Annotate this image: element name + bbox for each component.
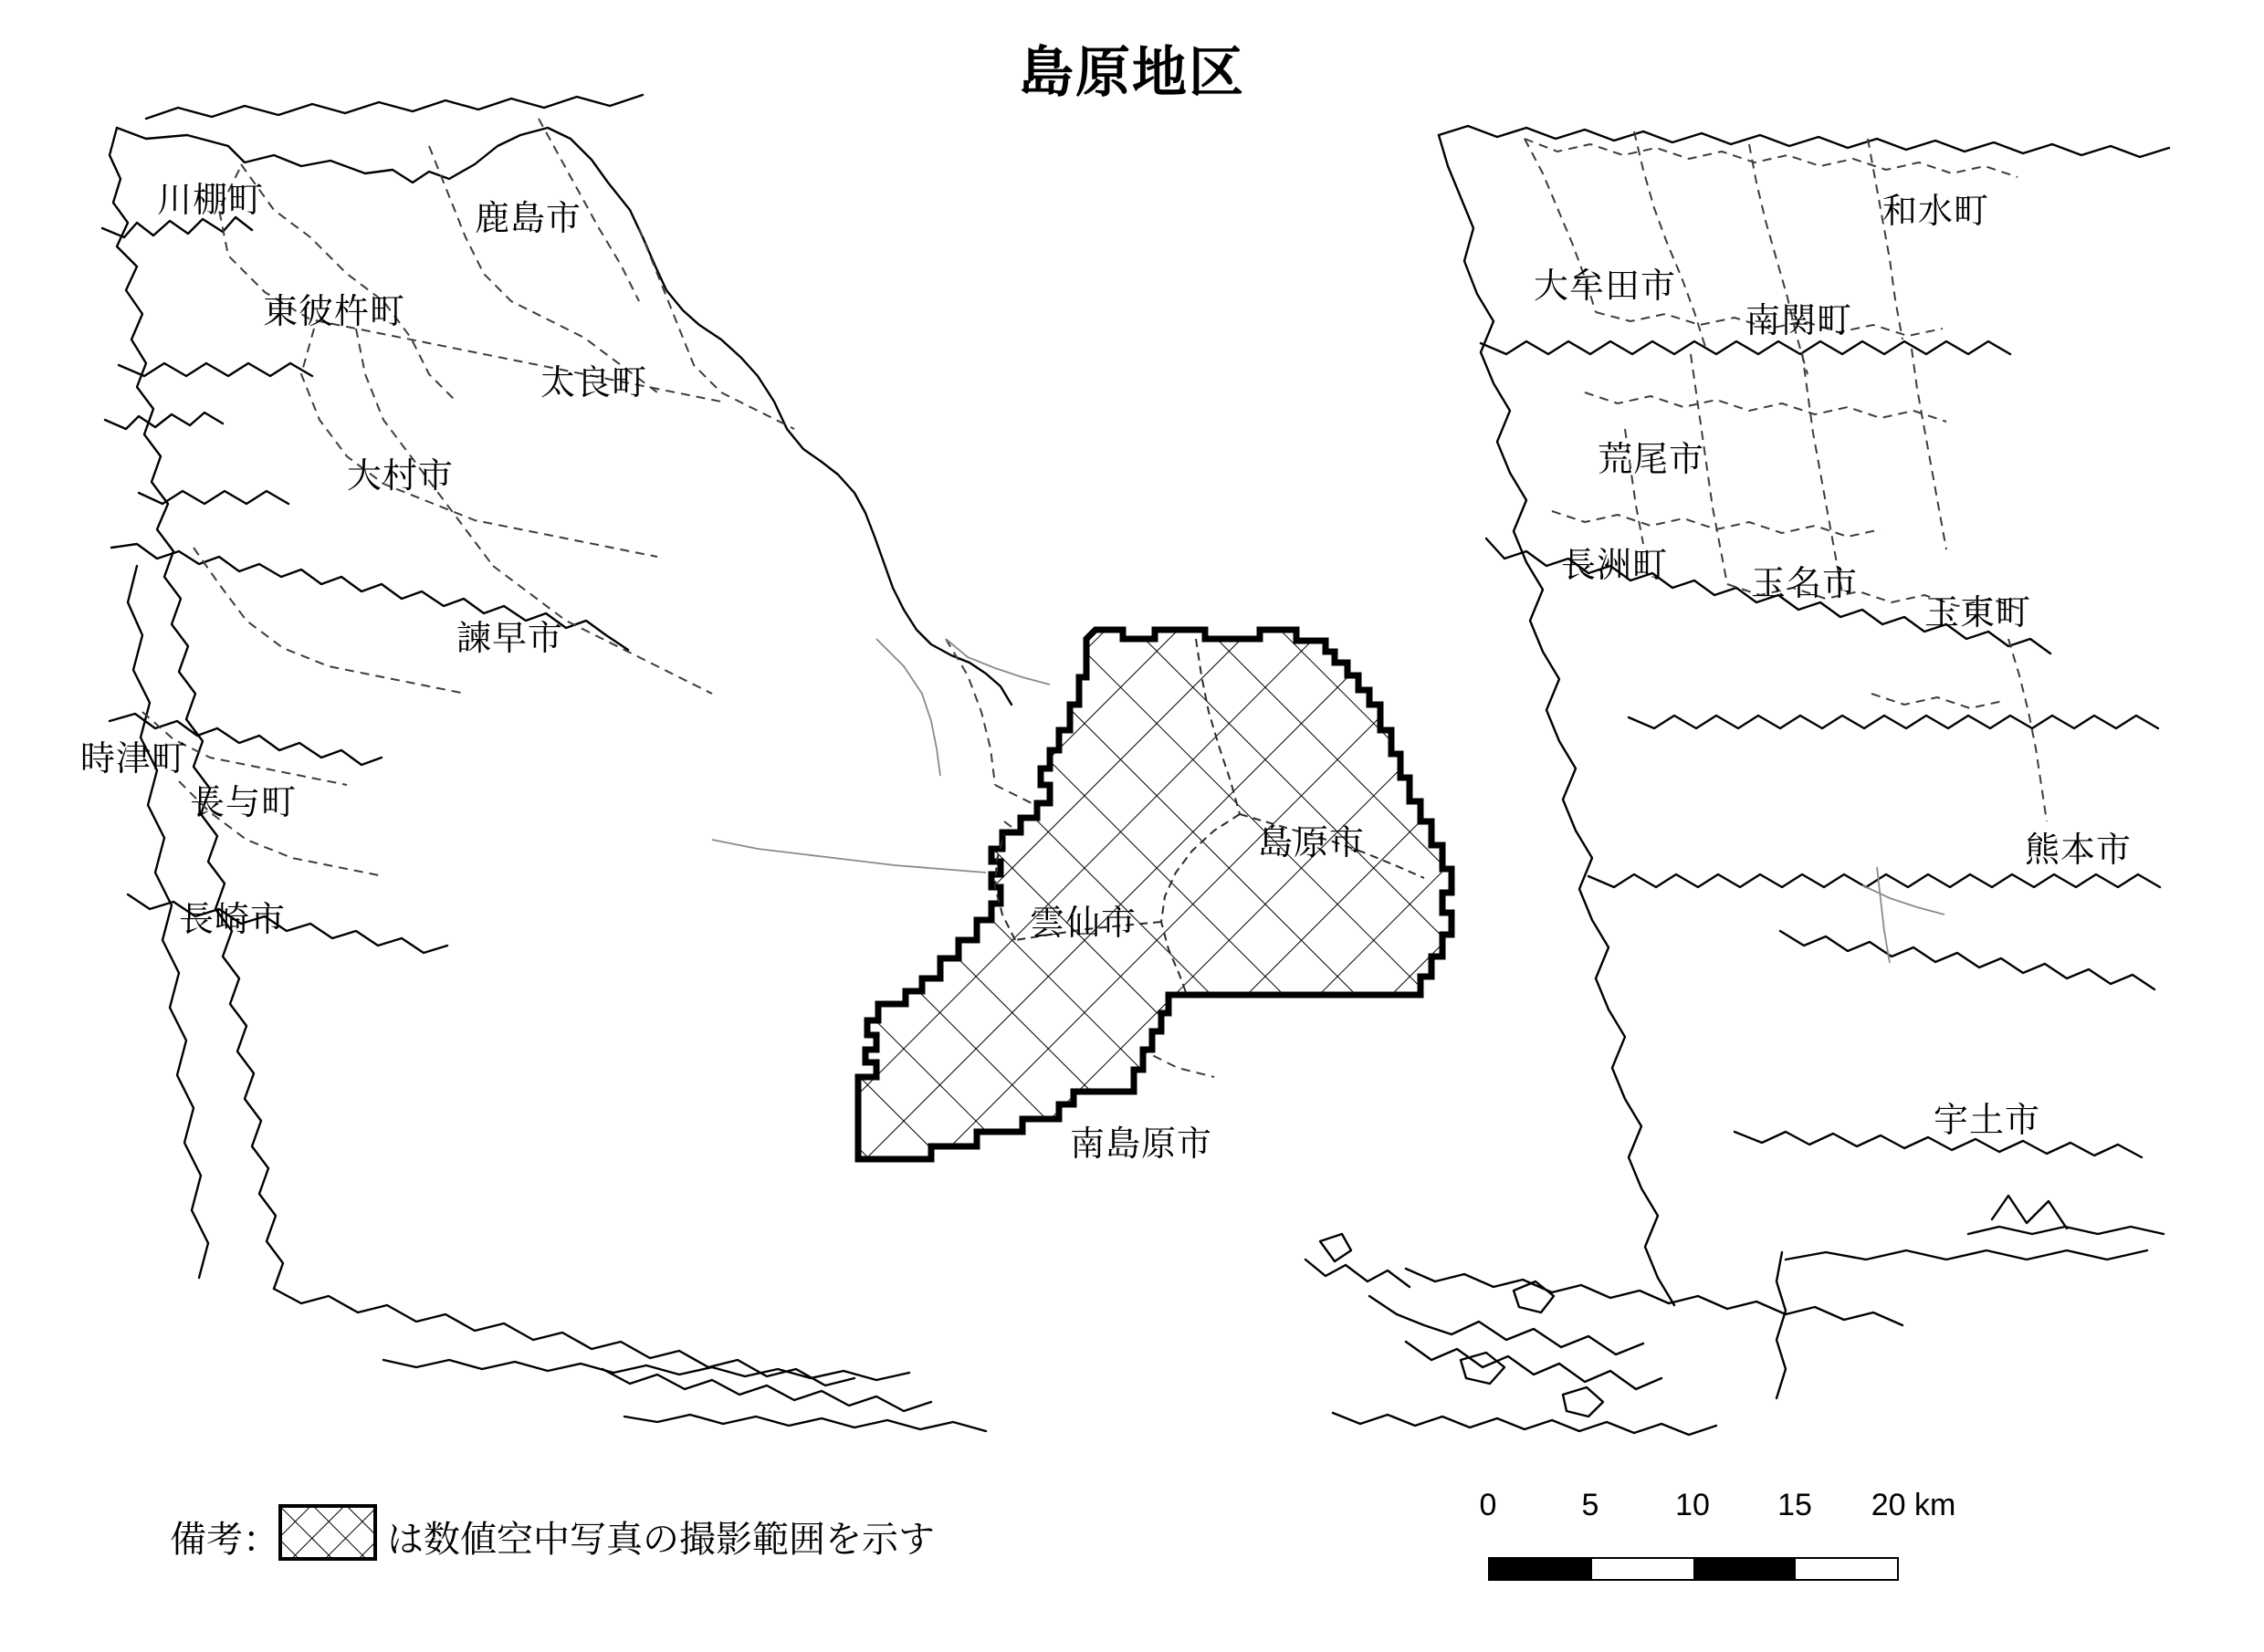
label-shimabara-shi: 島原市 [1258,824,1366,863]
photography-coverage-area [858,630,1452,1159]
label-nagasaki-shi: 長崎市 [179,901,287,939]
coastline-east [1305,126,2169,1435]
scalebar-segment-1 [1490,1559,1592,1579]
label-higashisonogi-cho: 東彼杵町 [263,293,406,331]
label-omura-shi: 大村市 [347,457,455,496]
label-nagomi-machi: 和水町 [1882,193,1990,231]
scalebar-graphic [1488,1557,1899,1581]
label-gyokuto-machi: 玉東町 [1924,594,2032,633]
scale-tick-20: 20 km [1871,1488,1956,1522]
label-omuta-shi: 大牟田市 [1534,267,1677,306]
label-isahaya-shi: 諫早市 [456,620,564,658]
label-togitsu-cho: 時津町 [80,740,188,779]
label-kumamoto-shi: 熊本市 [2025,831,2133,870]
page-title: 島原地区 [1019,42,1245,103]
scalebar-segment-2 [1592,1559,1694,1579]
scale-tick-0: 0 [1479,1488,1497,1522]
label-unzen-shi: 雲仙市 [1030,904,1137,943]
label-nagayo-cho: 長与町 [190,784,298,822]
legend-prefix: 備考： [170,1520,279,1560]
label-arao-shi: 荒尾市 [1598,441,1705,479]
legend-description: は数値空中写真の撮影範囲を示す [387,1520,935,1560]
scalebar-segment-4 [1796,1559,1898,1579]
scale-tick-15: 15 [1777,1488,1812,1522]
label-nagasu-machi: 長洲町 [1561,547,1669,585]
scalebar-segment-3 [1693,1559,1796,1579]
label-tamana-shi: 玉名市 [1751,565,1859,603]
label-kawatana-cho: 川棚町 [157,182,265,220]
scale-tick-5: 5 [1581,1488,1599,1522]
hatched-area-swatch [278,1504,377,1561]
label-kashima-shi: 鹿島市 [475,200,582,238]
scalebar-ticks [1479,1488,1956,1528]
label-tara-cho: 太良町 [540,364,648,403]
label-uto-shi: 宇土市 [1934,1102,2041,1140]
scale-tick-10: 10 [1675,1488,1710,1522]
scalebar [1479,1488,1956,1528]
label-minamishimabara-shi: 南島原市 [1070,1125,1213,1164]
label-nankan-machi: 南関町 [1745,302,1853,340]
